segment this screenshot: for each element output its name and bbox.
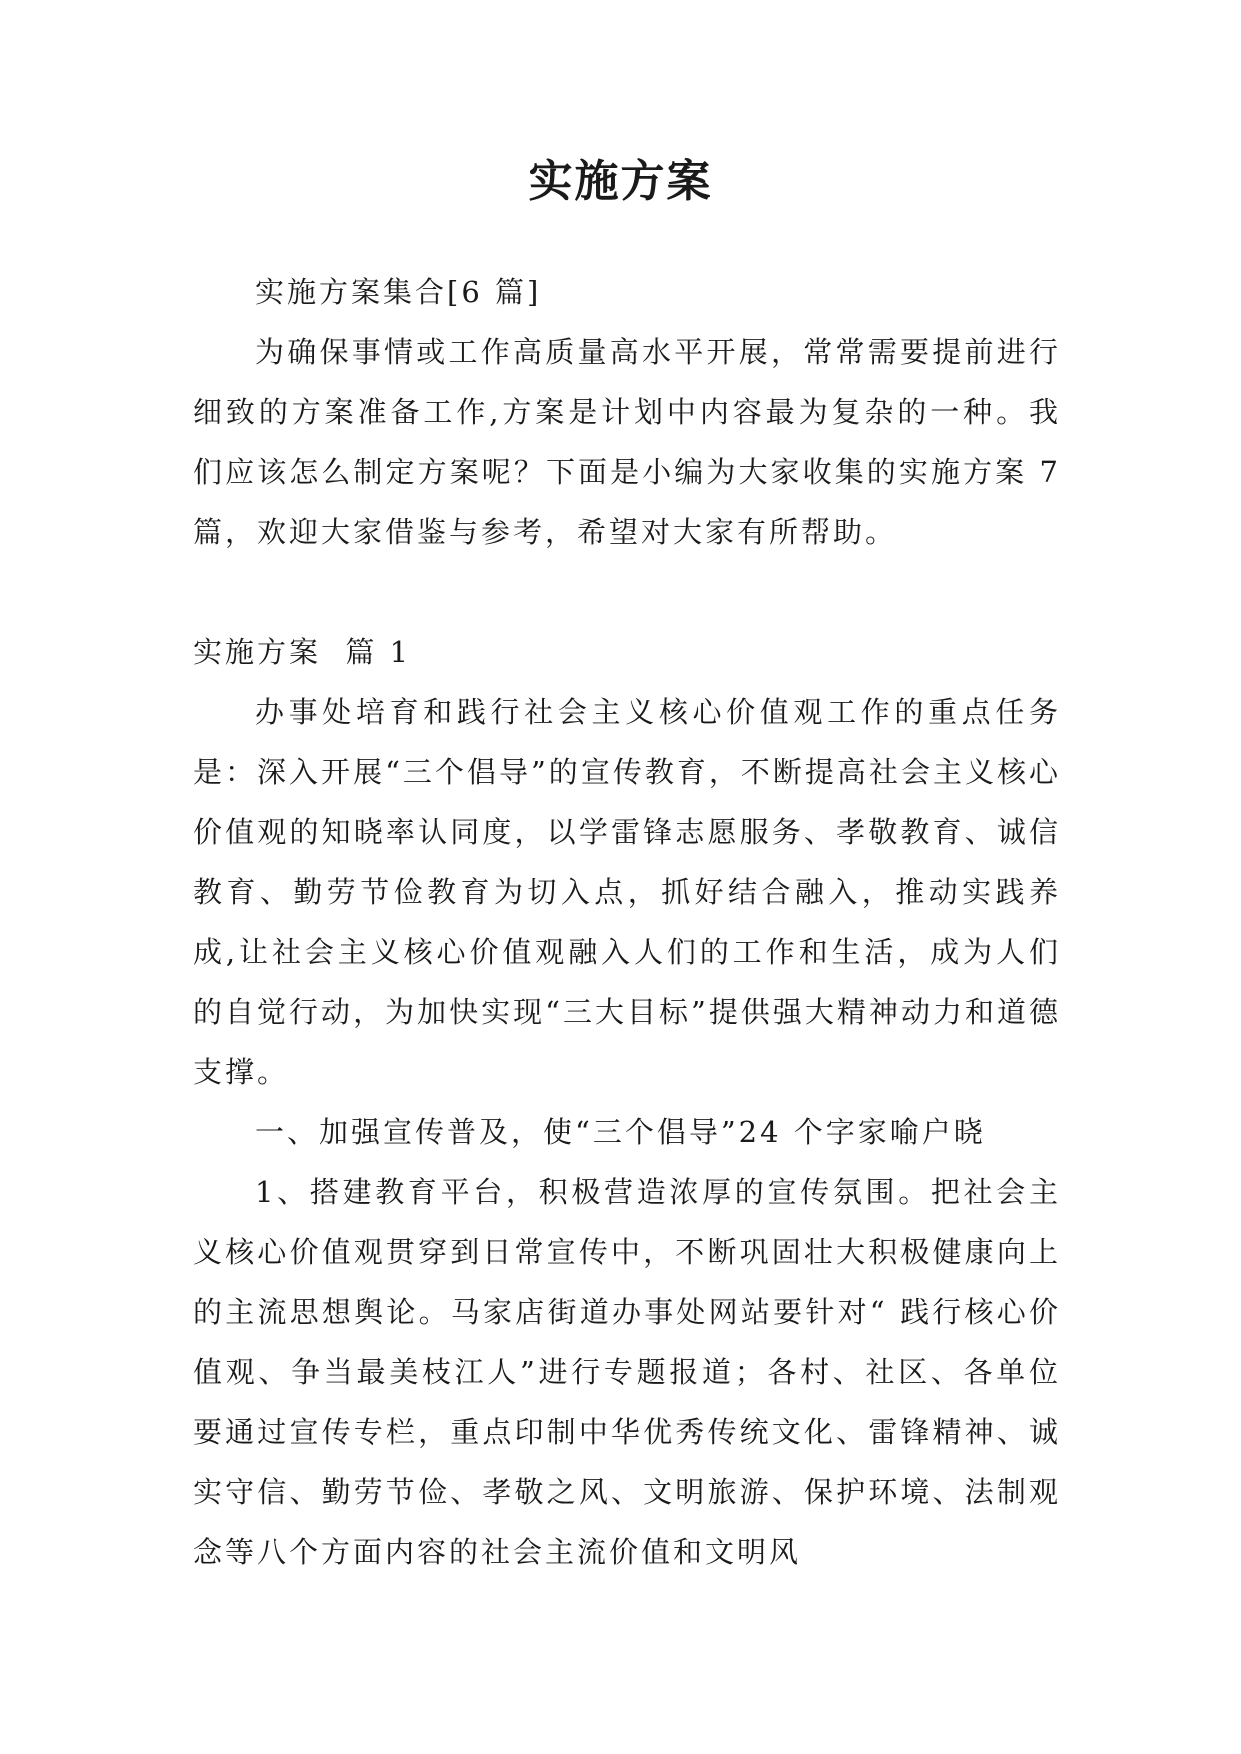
paragraph-spacer bbox=[193, 562, 1061, 622]
document-title: 实施方案 bbox=[528, 156, 713, 207]
intro-paragraph: 为确保事情或工作高质量高水平开展，常常需要提前进行细致的方案准备工作,方案是计划中内容最为复杂的一种。我们应该怎么制定方案呢？下面是小编为大家收集的实施方案 7 篇，欢迎大家借鉴与参考，希望对大家有所帮助。 bbox=[193, 335, 1061, 549]
body-paragraph: 1、搭建教育平台，积极营造浓厚的宣传氛围。把社会主义核心价值观贯穿到日常宣传中，不断巩固壮大积极健康向上的主流思想舆论。马家店街道办事处网站要针对“ 践行核心价值观、争当最美枝江人”进行专题报道；各村、社区、各单位要通过宣传专栏，重点印制中华优秀传统文化、雷锋精神、诚实守信、勤劳节俭、孝敬之风、文明旅游、保护环境、法制观念等八个方面内容的社会主流价值和文明风 bbox=[193, 1175, 1061, 1569]
section-subheading: 一、加强宣传普及，使“三个倡导”24 个字家喻户晓 bbox=[255, 1115, 986, 1149]
document-body bbox=[193, 262, 1061, 1582]
collection-subtitle: 实施方案集合[6 篇] bbox=[255, 275, 542, 309]
body-paragraph: 办事处培育和践行社会主义核心价值观工作的重点任务是：深入开展“三个倡导”的宣传教育，不断提高社会主义核心价值观的知晓率认同度，以学雷锋志愿服务、孝敬教育、诚信教育、勤劳节俭教育为切入点，抓好结合融入，推动实践养成,让社会主义核心价值观融入人们的工作和生活，成为人们的自觉行动，为加快实现“三大目标”提供强大精神动力和道德支撑。 bbox=[193, 695, 1061, 1089]
section-heading: 实施方案 篇 1 bbox=[193, 635, 412, 669]
